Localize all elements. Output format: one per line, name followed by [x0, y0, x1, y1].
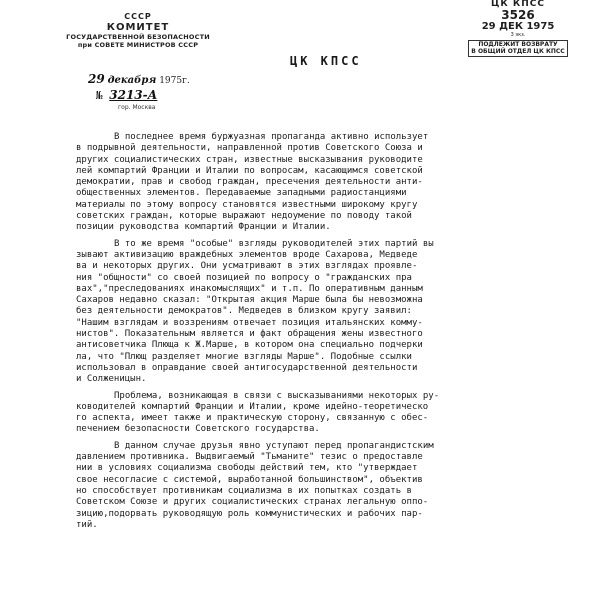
text-line: и Солженицын. [76, 374, 147, 385]
stamp-date: 29 ДЕК 1975 [481, 21, 555, 32]
text-line: без деятельности демократов". Медведев в близком кругу заявил: [76, 306, 412, 317]
text-line: лей компартий Франции и Италии по вопросам, касающимся советской [76, 165, 423, 176]
document-date [88, 72, 190, 86]
text-line: Советском Союзе и других социалистических странах легальную оппо- [76, 497, 429, 508]
text-line: В то же время "особые" взгляды руководителей этих партий вы [114, 238, 434, 249]
text-line: печением безопасности Советского государства. [76, 424, 320, 435]
text-line: давлением противника. Выдвигаемый "Тьманите" тезис о предоставле [76, 452, 423, 463]
registration-stamp [468, 0, 568, 56]
text-line: В последнее время буржуазная пропаганда активно использует [114, 132, 429, 142]
text-line: зицию,подорвать руководящую роль коммунистических и рабочих пар- [76, 508, 423, 519]
letterhead-line-2: при СОВЕТЕ МИНИСТРОВ СССР [77, 41, 199, 49]
paragraph-1 [76, 132, 516, 234]
text-line: общественных элементов. Передаваемые западными радиостанциями [76, 188, 407, 199]
text-line: ния "общности" со своей позицией по вопросу о "гражданских пра [76, 272, 412, 283]
date-year: 1975г. [159, 76, 190, 86]
date-month: декабря [107, 75, 157, 86]
text-line: вах","преследованиях инакомыслящих" и т.п. По оперативным данным [76, 283, 423, 294]
text-line: тий. [76, 519, 98, 530]
text-line: зывают активизацию враждебных элементов вроде Сахарова, Медведе [76, 249, 418, 260]
text-line: других социалистических стран, известные высказывания руководите [76, 154, 423, 165]
text-line: использовал в оправдание своей антигосударственной деятельности [76, 362, 418, 373]
addressee: ЦК КПСС [290, 54, 362, 68]
text-line: Проблема, возникающая в связи с высказываниями некоторых ру- [114, 390, 440, 401]
text-line: ководителей компартий Франции и Италии, кроме идейно-теоретическо [76, 401, 429, 412]
stamp-box-line-1: ПОДЛЕЖИТ ВОЗВРАТУ [478, 41, 558, 48]
letterhead [48, 12, 228, 49]
text-line: В данном случае друзья явно уступают перед пропагандистским [114, 440, 434, 451]
document-city: гор. Москва [118, 104, 156, 111]
paragraph-2 [76, 239, 516, 386]
text-line: нистов". Показательным является и факт обращения жены известного [76, 329, 423, 340]
paragraph-4 [76, 441, 516, 531]
stamp-copies: 3 экз. [510, 32, 526, 38]
stamp-number: 3526 [501, 8, 535, 22]
stamp-return-box [468, 40, 568, 57]
text-line: антисоветчика Плюща к Ж.Марше, в котором она специально подчерки [76, 340, 423, 351]
text-line: ва и некоторых других. Они усматривают в этих взглядах проявле- [76, 261, 418, 272]
stamp-box-line-2: В ОБЩИЙ ОТДЕЛ ЦК КПСС [471, 47, 565, 55]
text-line: нии в условиях социализма свободы действий тем, кто "утверждает [76, 463, 418, 474]
document-body [76, 132, 516, 531]
stamp-top: ЦК КПСС [491, 0, 545, 9]
document-number-row: № 3213-А [96, 88, 158, 102]
text-line: свое несогласие с системой, выработанной большинством", объектив [76, 474, 423, 485]
text-line: ла, что "Плющ разделяет многие взгляды Марше". Подобные ссылки [76, 351, 412, 362]
text-line: демократии, прав и свобод граждан, пресечения деятельности анти- [76, 177, 423, 188]
letterhead-ussr: СССР [124, 12, 152, 21]
text-line: но способствует противникам социализма в их попытках создать в [76, 485, 412, 496]
text-line: позиции руководства компартий Франции и Италии. [76, 222, 331, 233]
date-day: 29 [88, 72, 105, 86]
paragraph-3 [76, 391, 516, 436]
text-line: советских граждан, которые выражают недоумение по поводу такой [76, 211, 412, 222]
text-line: "Нашим взглядам и воззрениям отвечает позиция итальянских комму- [76, 317, 423, 328]
text-line: го аспекта, имеет также и практическую сторону, связанную с обес- [76, 413, 429, 424]
letterhead-line-1: ГОСУДАРСТВЕННОЙ БЕЗОПАСНОСТИ [66, 33, 210, 41]
text-line: в подрывной деятельности, направленной против Советского Союза и [76, 143, 423, 154]
text-line: Сахаров недавно сказал: "Открытая акция Марше была бы невозможна [76, 295, 423, 306]
document-number: 3213-А [109, 88, 158, 102]
letterhead-committee: КОМИТЕТ [106, 22, 170, 33]
text-line: материалы по этому вопросу становятся известными широкому кругу [76, 199, 418, 210]
